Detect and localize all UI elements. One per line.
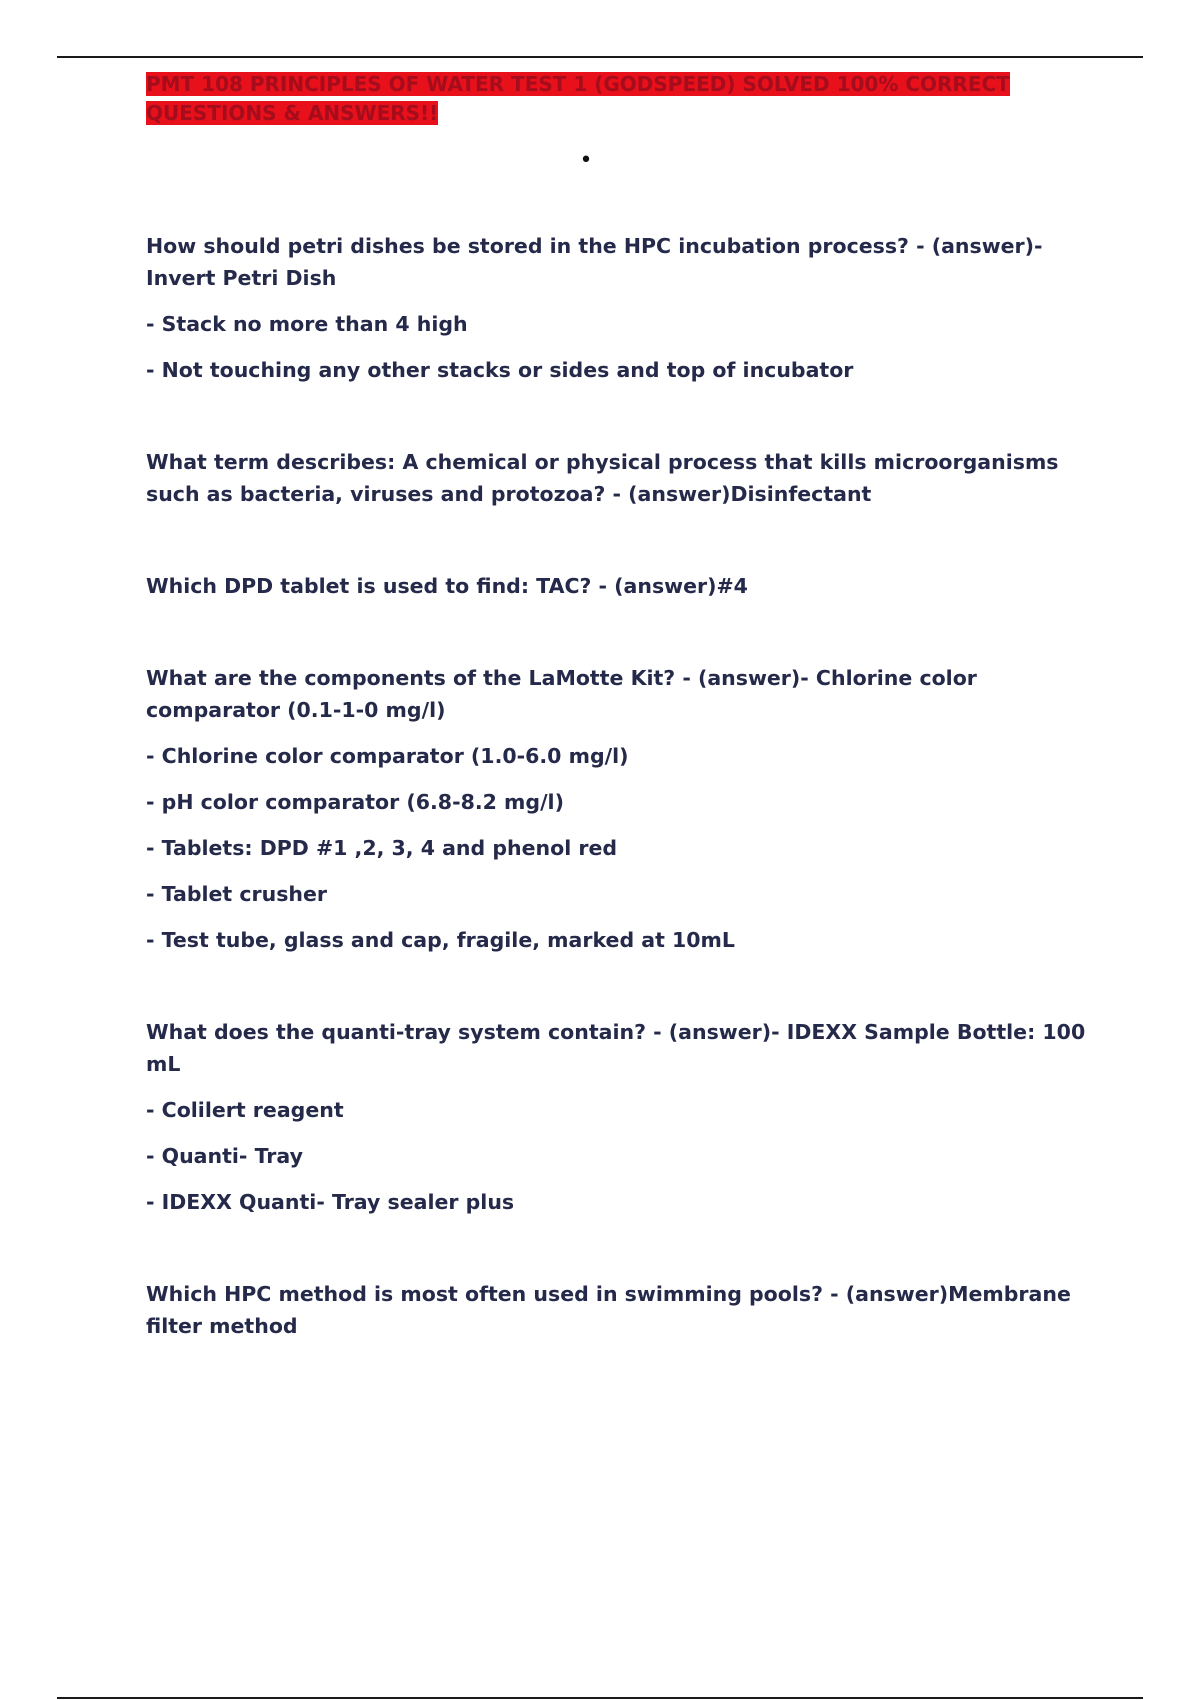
bottom-rule (57, 1697, 1143, 1699)
answer-item: - Stack no more than 4 high (146, 312, 468, 336)
bullet-mark: • (579, 148, 593, 173)
question-text: How should petri dishes be stored in the HPC incubation process? - (answer)- Invert Petri Dish (146, 234, 1043, 290)
answer-item: - Tablet crusher (146, 882, 328, 906)
answer-item: - Colilert reagent (146, 1098, 344, 1122)
answer-item: - Quanti- Tray (146, 1144, 303, 1168)
qa-block (146, 446, 1086, 510)
question-text: Which HPC method is most often used in swimming pools? - (answer)Membrane filter method (146, 1282, 1071, 1338)
answer-item: - IDEXX Quanti- Tray sealer plus (146, 1190, 515, 1214)
question-text: Which DPD tablet is used to find: TAC? - (answer)#4 (146, 574, 748, 598)
document-title-text: PMT 108 PRINCIPLES OF WATER TEST 1 (GODSPEED) SOLVED 100% CORRECT QUESTIONS & ANSWERS!! (146, 72, 1010, 125)
qa-block (146, 570, 1086, 602)
answer-item: - Test tube, glass and cap, fragile, marked at 10mL (146, 928, 735, 952)
answer-item: - Not touching any other stacks or sides and top of incubator (146, 358, 854, 382)
question-text: What are the components of the LaMotte Kit? - (answer)- Chlorine color comparator (0.1-1-0 mg/l) (146, 666, 977, 722)
qa-block (146, 1016, 1086, 1218)
qa-block (146, 662, 1086, 956)
answer-item: - Tablets: DPD #1 ,2, 3, 4 and phenol red (146, 836, 618, 860)
document-title (146, 70, 1086, 128)
document-body (146, 70, 1086, 1342)
question-text: What does the quanti-tray system contain? - (answer)- IDEXX Sample Bottle: 100 mL (146, 1020, 1086, 1076)
qa-block (146, 1278, 1086, 1342)
top-rule (57, 56, 1143, 58)
question-text: What term describes: A chemical or physical process that kills microorganisms such as bacteria, viruses and protozoa? - (answer)Disinfectant (146, 450, 1059, 506)
answer-item: - pH color comparator (6.8-8.2 mg/l) (146, 790, 564, 814)
answer-item: - Chlorine color comparator (1.0-6.0 mg/l) (146, 744, 629, 768)
qa-block (146, 230, 1086, 386)
